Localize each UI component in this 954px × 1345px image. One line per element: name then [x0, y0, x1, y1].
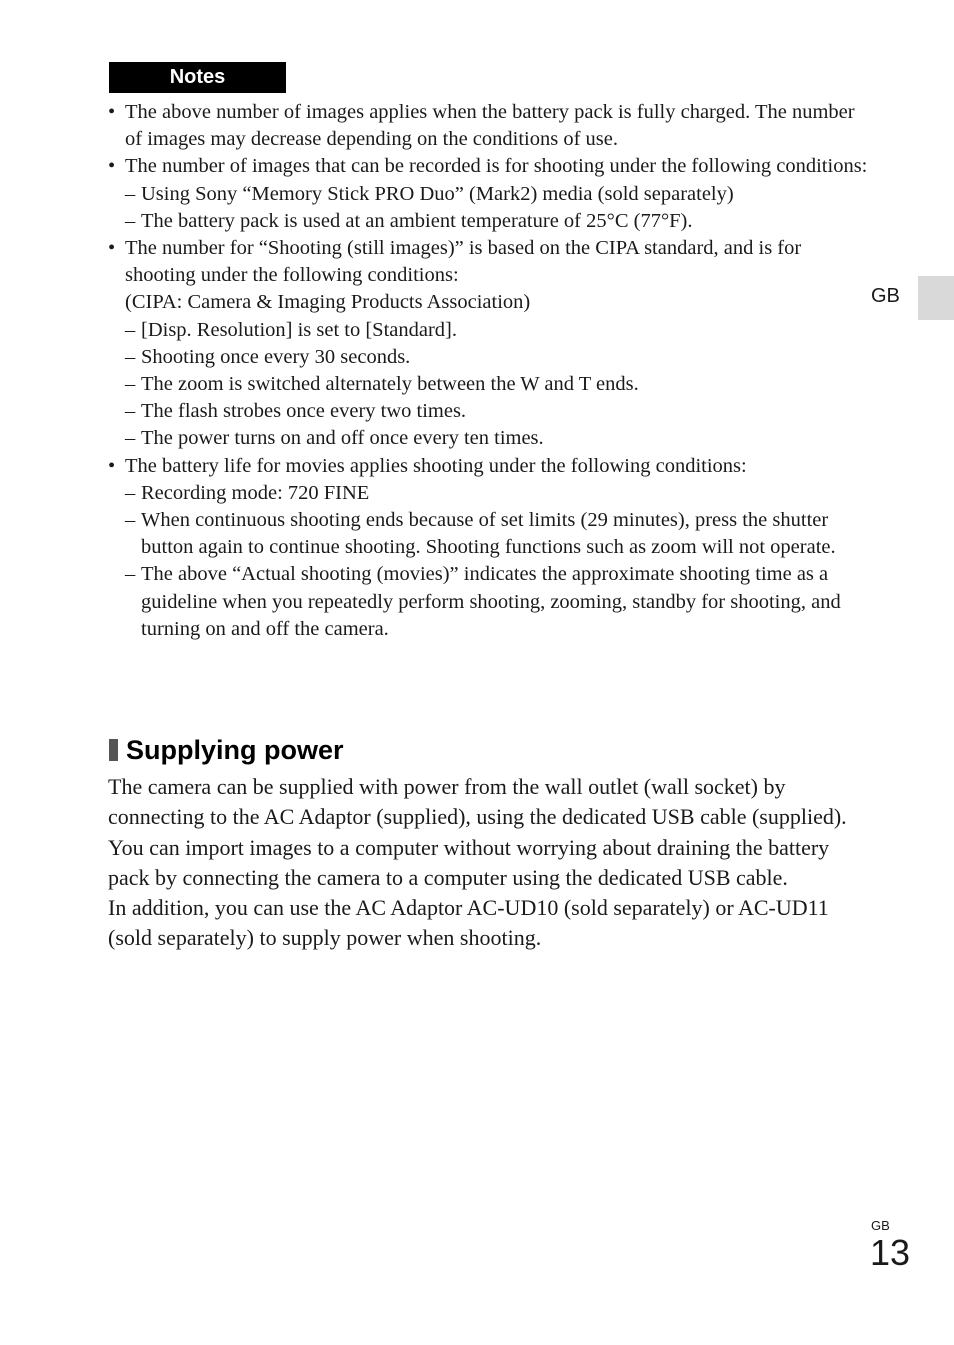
note-subitem [125, 425, 868, 452]
section-heading [109, 733, 344, 767]
note-text: The battery life for movies applies shooting under the following conditions: [125, 454, 747, 477]
note-subitem-text: The zoom is switched alternately between the W and T ends. [141, 373, 639, 396]
page-number: 13 [870, 1232, 911, 1273]
section-title-text: Supplying power [126, 735, 344, 765]
body-paragraph: The camera can be supplied with power from the wall outlet (wall socket) by connecting to the AC Adaptor (supplied), using the dedicated USB cable (supplied). [108, 774, 847, 830]
dash-icon: – [125, 318, 136, 341]
note-text: The number for “Shooting (still images)” is based on the CIPA standard, and is for shooting under the following conditions: [125, 237, 802, 287]
note-subitem-text: [Disp. Resolution] is set to [Standard]. [141, 318, 458, 341]
note-subitem-text: The battery pack is used at an ambient temperature of 25°C (77°F). [141, 209, 693, 232]
note-subitem [125, 371, 868, 398]
language-label: GB [871, 285, 900, 307]
dash-icon: – [125, 182, 136, 205]
note-subitem-text: The above “Actual shooting (movies)” indicates the approximate shooting time as a guideline when you repeatedly perform shooting, zooming, standby for shooting, and turning on and off the camera. [141, 563, 841, 640]
note-text: The above number of images applies when the battery pack is fully charged. The number of images may decrease depending on the conditions of use. [125, 101, 855, 151]
note-item-2 [108, 153, 868, 235]
bullet-icon: • [108, 155, 116, 178]
note-subitem [125, 344, 868, 371]
note-subitem-text: Using Sony “Memory Stick PRO Duo” (Mark2) media (sold separately) [141, 182, 734, 205]
note-text: The number of images that can be recorded is for shooting under the following conditions: [125, 155, 868, 178]
note-subitem-text: Shooting once every 30 seconds. [141, 345, 411, 368]
note-extra: (CIPA: Camera & Imaging Products Association) [125, 291, 531, 314]
note-subitem [125, 208, 868, 235]
notes-label: Notes [109, 62, 286, 93]
dash-icon: – [125, 373, 136, 396]
language-tab [918, 276, 954, 320]
note-subitem [125, 181, 868, 208]
bullet-icon: • [108, 101, 116, 123]
dash-icon: – [125, 209, 136, 232]
dash-icon: – [125, 400, 136, 423]
note-subitem-text: The flash strobes once every two times. [141, 400, 467, 423]
section-body [108, 772, 868, 954]
note-subitem [125, 317, 868, 344]
dash-icon: – [125, 427, 136, 450]
bullet-icon: • [108, 237, 116, 260]
bullet-icon: • [108, 454, 116, 477]
note-subitem [125, 507, 868, 561]
note-subitem [125, 480, 868, 507]
dash-icon: – [125, 345, 136, 368]
note-subitem [125, 398, 868, 425]
notes-list [108, 99, 868, 643]
body-paragraph: In addition, you can use the AC Adaptor AC-UD10 (sold separately) or AC-UD11 (sold separately) to supply power when shooting. [108, 895, 829, 951]
note-subitem-text: Recording mode: 720 FINE [141, 481, 370, 504]
note-subitem-text: When continuous shooting ends because of set limits (29 minutes), press the shutter button again to continue shooting. Shooting functions such as zoom will not operate. [141, 509, 836, 559]
note-subitem [125, 561, 868, 643]
note-item-3 [108, 235, 868, 453]
note-subitem-text: The power turns on and off once every ten times. [141, 427, 544, 450]
dash-icon: – [125, 481, 136, 504]
section-marker-icon [109, 739, 118, 761]
dash-icon: – [125, 509, 136, 532]
dash-icon: – [125, 563, 136, 586]
note-item-1 [108, 99, 868, 153]
page-lang-label: GB [871, 1218, 890, 1233]
note-item-4 [108, 453, 868, 643]
body-paragraph: You can import images to a computer without worrying about draining the battery pack by connecting the camera to a computer using the dedicated USB cable. [108, 834, 830, 890]
